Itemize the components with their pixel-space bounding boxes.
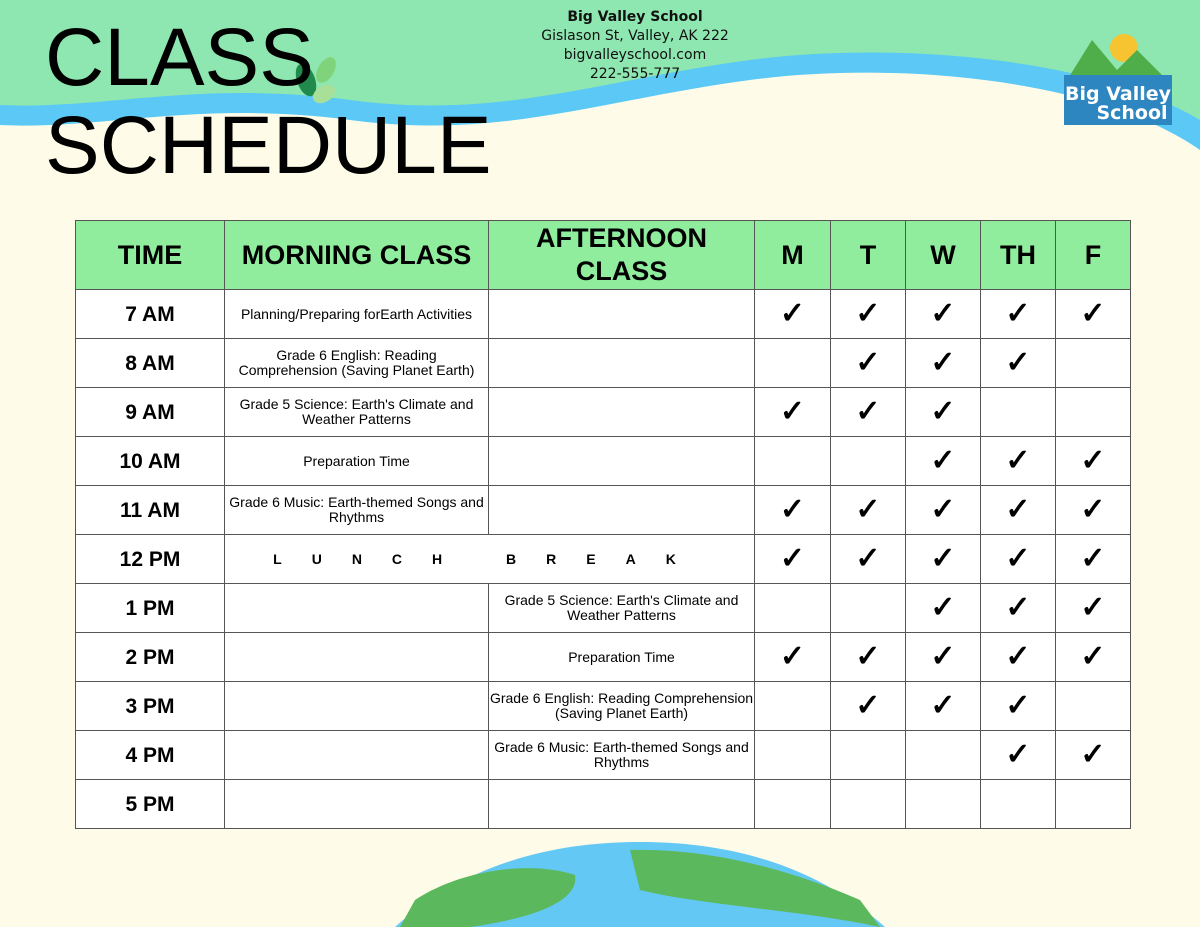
day-cell (906, 290, 981, 339)
check-icon: ✓ (1005, 346, 1031, 379)
afternoon-class (489, 780, 755, 829)
check-icon: ✓ (930, 689, 956, 722)
morning-class (225, 780, 489, 829)
check-icon: ✓ (930, 346, 956, 379)
afternoon-class (489, 437, 755, 486)
morning-class: Planning/Preparing forEarth Activities (225, 290, 489, 339)
day-cell (981, 633, 1056, 682)
check-icon: ✓ (1080, 640, 1106, 673)
day-cell (831, 339, 906, 388)
day-cell (906, 339, 981, 388)
check-icon: ✓ (1005, 542, 1031, 575)
svg-text:School: School (1096, 102, 1168, 124)
check-icon: ✓ (1080, 444, 1106, 477)
day-cell (981, 682, 1056, 731)
check-icon: ✓ (930, 542, 956, 575)
day-cell (1056, 633, 1131, 682)
time-cell: 1 PM (76, 584, 225, 633)
table-row (76, 339, 1131, 388)
day-cell (981, 290, 1056, 339)
afternoon-class: Preparation Time (489, 633, 755, 682)
day-cell (831, 486, 906, 535)
check-icon: ✓ (930, 493, 956, 526)
check-icon: ✓ (1005, 738, 1031, 771)
day-cell (755, 682, 831, 731)
table-row (76, 388, 1131, 437)
time-cell: 12 PM (76, 535, 225, 584)
day-cell (831, 584, 906, 633)
morning-class (225, 584, 489, 633)
morning-class: Grade 6 English: Reading Comprehension (Saving Planet Earth) (225, 339, 489, 388)
check-icon: ✓ (1080, 738, 1106, 771)
time-cell: 5 PM (76, 780, 225, 829)
table-row (76, 682, 1131, 731)
day-cell (906, 535, 981, 584)
check-icon: ✓ (855, 542, 881, 575)
day-cell (1056, 535, 1131, 584)
header-day: F (1056, 221, 1131, 290)
afternoon-class (489, 339, 755, 388)
morning-class (225, 731, 489, 780)
lunch-break: LUNCH BREAK (225, 535, 755, 584)
day-cell (906, 486, 981, 535)
day-cell (981, 437, 1056, 486)
day-cell (1056, 682, 1131, 731)
afternoon-class: Grade 6 Music: Earth-themed Songs and Rhythms (489, 731, 755, 780)
header-day: W (906, 221, 981, 290)
day-cell (755, 535, 831, 584)
check-icon: ✓ (930, 591, 956, 624)
table-row (76, 780, 1131, 829)
time-cell: 7 AM (76, 290, 225, 339)
afternoon-class: Grade 5 Science: Earth's Climate and Weather Patterns (489, 584, 755, 633)
day-cell (1056, 486, 1131, 535)
check-icon: ✓ (1080, 542, 1106, 575)
check-icon: ✓ (1005, 493, 1031, 526)
day-cell (1056, 290, 1131, 339)
header-time: TIME (76, 221, 225, 290)
day-cell (1056, 388, 1131, 437)
day-cell (906, 437, 981, 486)
afternoon-class (489, 388, 755, 437)
morning-class (225, 633, 489, 682)
day-cell (831, 290, 906, 339)
check-icon: ✓ (1080, 493, 1106, 526)
table-row (76, 535, 1131, 584)
day-cell (755, 780, 831, 829)
time-cell: 3 PM (76, 682, 225, 731)
time-cell: 2 PM (76, 633, 225, 682)
afternoon-class (489, 290, 755, 339)
check-icon: ✓ (779, 542, 806, 575)
check-icon: ✓ (1005, 640, 1031, 673)
day-cell (831, 633, 906, 682)
check-icon: ✓ (855, 689, 881, 722)
check-icon: ✓ (855, 346, 881, 379)
day-cell (1056, 731, 1131, 780)
day-cell (755, 584, 831, 633)
table-row (76, 584, 1131, 633)
check-icon: ✓ (779, 297, 806, 330)
table-row (76, 731, 1131, 780)
time-cell: 4 PM (76, 731, 225, 780)
morning-class: Preparation Time (225, 437, 489, 486)
header-morning: MORNING CLASS (225, 221, 489, 290)
day-cell (906, 731, 981, 780)
day-cell (831, 437, 906, 486)
day-cell (1056, 437, 1131, 486)
morning-class: Grade 6 Music: Earth-themed Songs and Rhythms (225, 486, 489, 535)
header-day: TH (981, 221, 1056, 290)
contact-info (505, 8, 765, 84)
time-cell: 8 AM (76, 339, 225, 388)
day-cell (755, 633, 831, 682)
day-cell (831, 731, 906, 780)
check-icon: ✓ (930, 444, 956, 477)
day-cell (1056, 584, 1131, 633)
day-cell (755, 290, 831, 339)
school-name: Big Valley School (567, 9, 703, 25)
day-cell (755, 731, 831, 780)
table-row (76, 290, 1131, 339)
time-cell: 10 AM (76, 437, 225, 486)
day-cell (831, 682, 906, 731)
school-logo (1062, 30, 1174, 126)
check-icon: ✓ (1005, 444, 1031, 477)
day-cell (981, 731, 1056, 780)
afternoon-class (489, 486, 755, 535)
check-icon: ✓ (930, 297, 956, 330)
header-day: T (831, 221, 906, 290)
day-cell (981, 780, 1056, 829)
header-day: M (755, 221, 831, 290)
website: bigvalleyschool.com (563, 47, 707, 63)
check-icon: ✓ (779, 493, 806, 526)
check-icon: ✓ (855, 297, 881, 330)
day-cell (981, 388, 1056, 437)
morning-class: Grade 5 Science: Earth's Climate and Weather Patterns (225, 388, 489, 437)
check-icon: ✓ (855, 493, 881, 526)
check-icon: ✓ (930, 640, 956, 673)
day-cell (981, 584, 1056, 633)
svg-text:Big Valley: Big Valley (1065, 83, 1171, 105)
day-cell (831, 388, 906, 437)
check-icon: ✓ (1005, 297, 1031, 330)
check-icon: ✓ (855, 640, 881, 673)
table-row (76, 437, 1131, 486)
day-cell (906, 633, 981, 682)
day-cell (906, 584, 981, 633)
check-icon: ✓ (855, 395, 881, 428)
day-cell (755, 437, 831, 486)
day-cell (981, 535, 1056, 584)
page-title: CLASS SCHEDULE (45, 12, 492, 191)
check-icon: ✓ (1005, 689, 1031, 722)
day-cell (1056, 339, 1131, 388)
check-icon: ✓ (1080, 591, 1106, 624)
day-cell (831, 535, 906, 584)
time-cell: 9 AM (76, 388, 225, 437)
table-row (76, 486, 1131, 535)
day-cell (1056, 780, 1131, 829)
day-cell (906, 388, 981, 437)
day-cell (981, 486, 1056, 535)
table-row (76, 633, 1131, 682)
header-afternoon: AFTERNOON CLASS (489, 221, 755, 290)
check-icon: ✓ (1005, 591, 1031, 624)
day-cell (755, 339, 831, 388)
check-icon: ✓ (779, 640, 806, 673)
check-icon: ✓ (1080, 297, 1106, 330)
check-icon: ✓ (779, 395, 806, 428)
phone: 222-555-777 (589, 66, 681, 82)
earth-icon (395, 842, 885, 927)
day-cell (906, 682, 981, 731)
day-cell (906, 780, 981, 829)
day-cell (981, 339, 1056, 388)
day-cell (831, 780, 906, 829)
schedule-table (75, 220, 1131, 829)
day-cell (755, 388, 831, 437)
day-cell (755, 486, 831, 535)
address: Gislason St, Valley, AK 222 (541, 28, 729, 44)
check-icon: ✓ (930, 395, 956, 428)
afternoon-class: Grade 6 English: Reading Comprehension (Saving Planet Earth) (489, 682, 755, 731)
morning-class (225, 682, 489, 731)
time-cell: 11 AM (76, 486, 225, 535)
